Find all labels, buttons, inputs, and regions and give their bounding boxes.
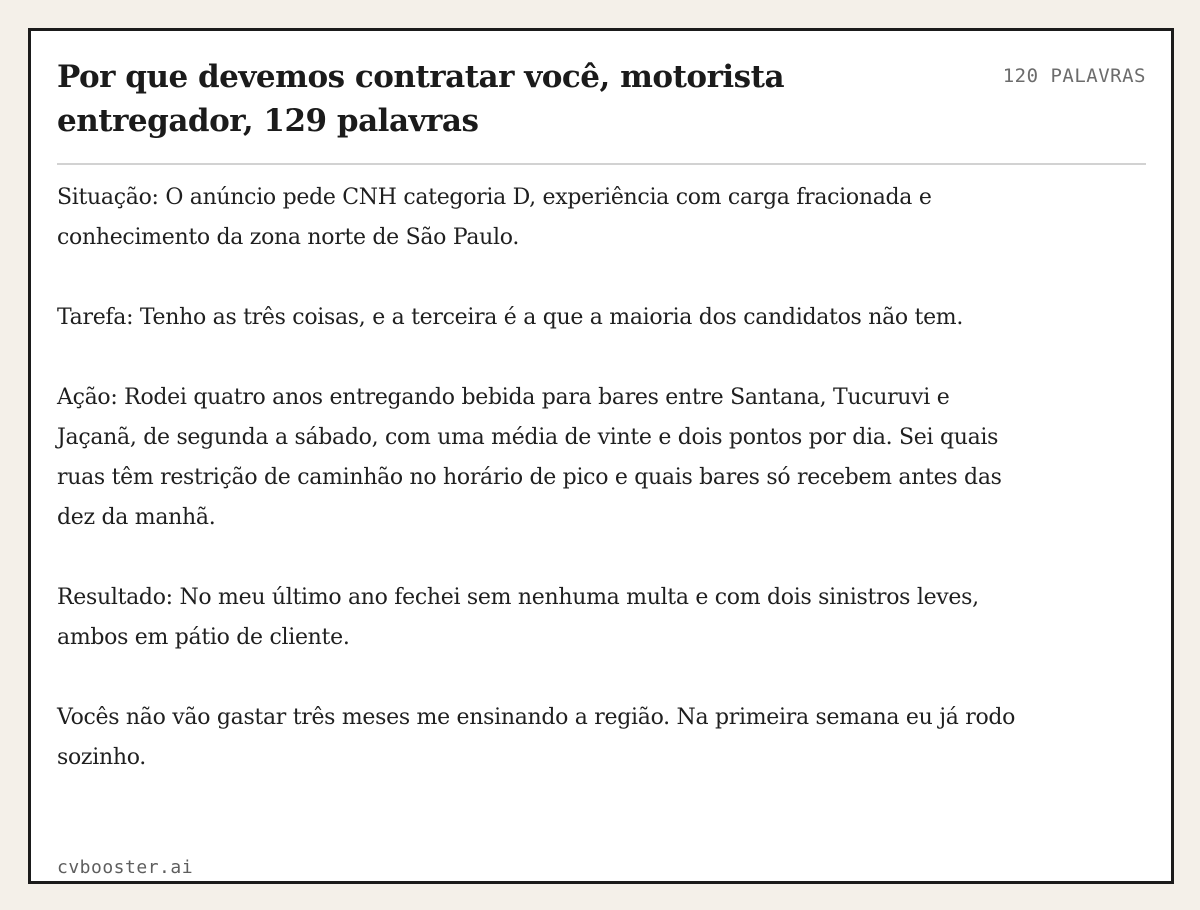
paragraph-situation: Situação: O anúncio pede CNH categoria D, experiência com carga fracionada e conhecimento da zona norte de São Paulo. [57, 185, 932, 250]
card-header [57, 51, 1146, 165]
paragraph-closing: Vocês não vão gastar três meses me ensinando a região. Na primeira semana eu já rodo sozinho. [57, 705, 1016, 770]
answer-body [57, 178, 1032, 818]
paragraph-result: Resultado: No meu último ano fechei sem nenhuma multa e com dois sinistros leves, ambos em pátio de cliente. [57, 585, 979, 650]
footer-brand: cvbooster.ai [57, 857, 194, 878]
paragraph-task: Tarefa: Tenho as três coisas, e a terceira é a que a maioria dos candidatos não tem. [57, 305, 964, 330]
card-title: Por que devemos contratar você, motorista entregador, 129 palavras [57, 59, 785, 139]
word-count-label: 120 PALAVRAS [1002, 65, 1146, 87]
answer-card [28, 28, 1174, 884]
paragraph-action: Ação: Rodei quatro anos entregando bebida para bares entre Santana, Tucuruvi e Jaçanã, de segunda a sábado, com uma média de vinte e dois pontos por dia. Sei quais ruas têm restrição de caminhão no horário de pico e quais bares só recebem antes das dez da manhã. [57, 385, 1002, 530]
